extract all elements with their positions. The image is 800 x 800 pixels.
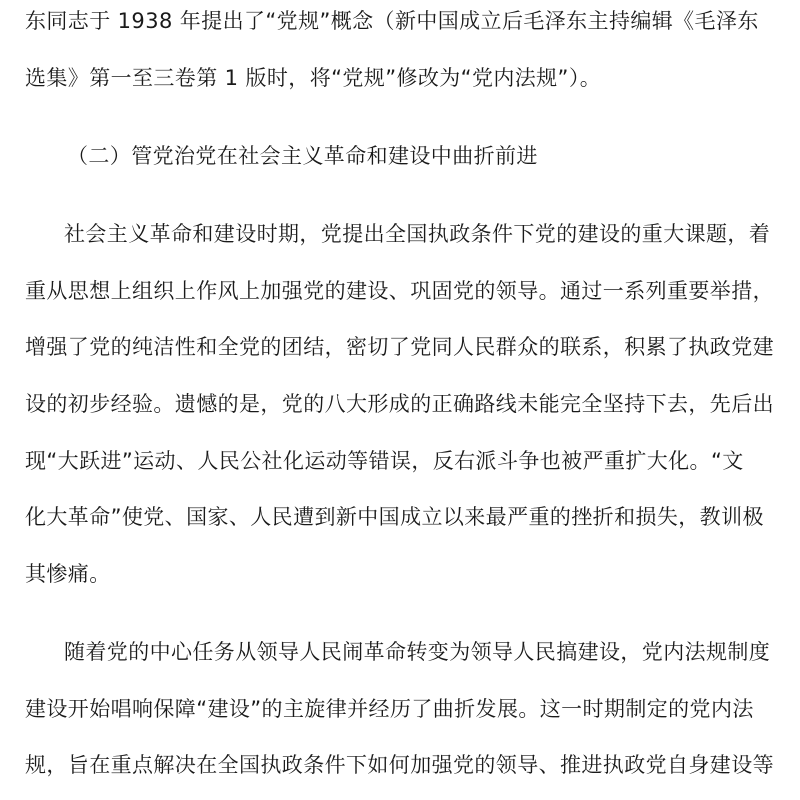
text-line: 东同志于 1938 年提出了“党规”概念（新中国成立后毛泽东主持编辑《毛泽东 [25,9,759,33]
section-heading: （二）管党治党在社会主义革命和建设中曲折前进 [67,144,538,168]
text-line: 现“大跃进”运动、人民公社化运动等错误，反右派斗争也被严重扩大化。“文 [25,449,744,473]
text-line: 化大革命”使党、国家、人民遭到新中国成立以来最严重的挫折和损失，教训极 [25,505,764,529]
text-line: 设的初步经验。遗憾的是，党的八大形成的正确路线未能完全坚持下去，先后出 [25,392,774,416]
text-line: 随着党的中心任务从领导人民闹革命转变为领导人民搞建设，党内法规制度 [64,640,771,664]
text-line: 社会主义革命和建设时期，党提出全国执政条件下党的建设的重大课题，着 [64,222,771,246]
text-line: 增强了党的纯洁性和全党的团结，密切了党同人民群众的联系，积累了执政党建 [25,335,774,359]
text-line: 其惨痛。 [25,562,111,586]
text-line: 规，旨在重点解决在全国执政条件下如何加强党的领导、推进执政党自身建设等 [25,753,774,777]
text-line: 重从思想上组织上作风上加强党的建设、巩固党的领导。通过一系列重要举措， [25,279,774,303]
text-line: 建设开始唱响保障“建设”的主旋律并经历了曲折发展。这一时期制定的党内法 [25,697,754,721]
text-line: 选集》第一至三卷第 1 版时，将“党规”修改为“党内法规”）。 [25,66,602,90]
